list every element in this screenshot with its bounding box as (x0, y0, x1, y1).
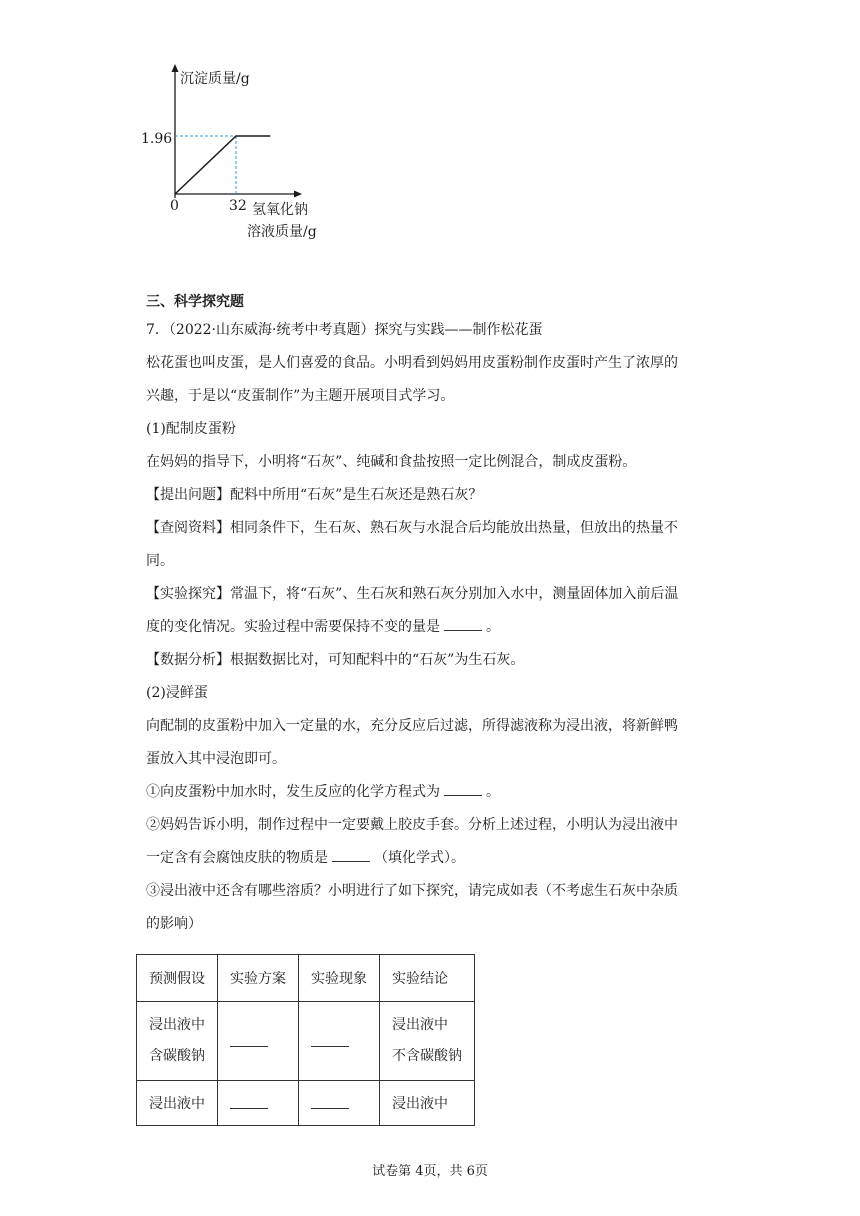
analysis-line (146, 644, 720, 677)
ask-question (146, 479, 720, 512)
table-header-cell: 实验方案 (218, 955, 299, 1002)
ask-label: 【提出问题】 (146, 487, 230, 503)
table-header-cell: 实验现象 (299, 955, 380, 1002)
origin-label: 0 (170, 198, 179, 214)
table-header-cell: 预测假设 (137, 955, 218, 1002)
table-header-cell: 实验结论 (380, 955, 475, 1002)
sub1-text-b: 。 (486, 784, 500, 800)
experiment-text-1: 常温下，将“石灰”、生石灰和熟石灰分别加入水中，测量固体加入前后温 (230, 586, 679, 602)
y-axis-arrow (172, 64, 179, 72)
sub-question-2-line-2 (146, 842, 720, 875)
section-title: 三、科学探究题 (146, 294, 244, 310)
lookup-info-line-1 (146, 512, 720, 545)
x-axis-arrow (294, 191, 302, 198)
analysis-label: 【数据分析】 (146, 652, 230, 668)
conclusion-cell: 浸出液中 (380, 1081, 475, 1126)
experiment-text-2b: 。 (486, 619, 500, 635)
conclusion-line-2: 不含碳酸钠 (392, 1048, 462, 1064)
part1-title: (1)配制皮蛋粉 (146, 421, 236, 437)
ask-text: 配料中所用“石灰”是生石灰还是熟石灰？ (230, 487, 483, 503)
answer-blank[interactable] (444, 781, 482, 796)
experiment-label: 【实验探究】 (146, 586, 230, 602)
precipitate-mass-line (175, 136, 270, 194)
phenomenon-cell (299, 1002, 380, 1081)
table-header-row (137, 955, 475, 1002)
question-header (146, 314, 720, 347)
sub-question-3-line-2: 的影响） (146, 916, 202, 932)
question-source: （2022·山东威海·统考中考真题） (168, 322, 375, 338)
answer-blank[interactable] (311, 1094, 349, 1109)
hypothesis-cell: 浸出液中 (137, 1081, 218, 1126)
table-row (137, 1081, 475, 1126)
sub2-text-a: 一定含有会腐蚀皮肤的物质是 (146, 850, 328, 866)
answer-blank[interactable] (311, 1032, 349, 1047)
sub1-text-a: ①向皮蛋粉中加水时，发生反应的化学方程式为 (146, 784, 440, 800)
lookup-text-1: 相同条件下，生石灰、熟石灰与水混合后均能放出热量，但放出的热量不 (230, 520, 678, 536)
table-row (137, 1002, 475, 1081)
answer-blank[interactable] (230, 1094, 268, 1109)
lookup-label: 【查阅资料】 (146, 520, 230, 536)
part2-line-2: 蛋放入其中浸泡即可。 (146, 751, 286, 767)
page-footer: 试卷第 4页，共 6页 (372, 1164, 488, 1179)
analysis-text: 根据数据比对，可知配料中的“石灰”为生石灰。 (230, 652, 525, 668)
intro-line-2: 兴趣，于是以“皮蛋制作”为主题开展项目式学习。 (146, 388, 455, 404)
phenomenon-cell (299, 1081, 380, 1126)
experiment-text-2a: 度的变化情况。实验过程中需要保持不变的量是 (146, 619, 440, 635)
lookup-info-line-2: 同。 (146, 553, 174, 569)
experiment-table (136, 954, 475, 1126)
x-axis-label-line2: 溶液质量/g (247, 224, 317, 240)
question-content (146, 291, 720, 941)
sub-question-3-line-1: ③浸出液中还含有哪些溶质？小明进行了如下探究，请完成如表（不考虑生石灰中杂质 (146, 883, 678, 899)
part1-line-1: 在妈妈的指导下，小明将“石灰”、纯碱和食盐按照一定比例混合，制成皮蛋粉。 (146, 454, 637, 470)
conclusion-cell (380, 1002, 475, 1081)
conclusion-line-1: 浸出液中 (392, 1017, 448, 1033)
hypothesis-line-1: 浸出液中 (149, 1017, 205, 1033)
answer-blank[interactable] (332, 847, 370, 862)
sub-question-2-line-1: ②妈妈告诉小明，制作过程中一定要戴上胶皮手套。分析上述过程，小明认为浸出液中 (146, 817, 678, 833)
plan-cell (218, 1002, 299, 1081)
experiment-line-2 (146, 611, 720, 644)
sub2-text-b: （填化学式）。 (374, 850, 465, 866)
part2-line-1: 向配制的皮蛋粉中加入一定量的水，充分反应后过滤，所得滤液称为浸出液，将新鲜鸭 (146, 718, 678, 734)
y-axis-label: 沉淀质量/g (180, 71, 250, 87)
x-axis-label-line1: 氢氧化钠 (252, 202, 308, 218)
intro-line-1: 松花蛋也叫皮蛋，是人们喜爱的食品。小明看到妈妈用皮蛋粉制作皮蛋时产生了浓厚的 (146, 355, 678, 371)
sub-question-1 (146, 776, 720, 809)
answer-blank[interactable] (230, 1032, 268, 1047)
question-topic: 探究与实践——制作松花蛋 (374, 322, 543, 338)
y-marker-label: 1.96 (141, 131, 173, 147)
question-number: 7． (146, 322, 169, 338)
hypothesis-line-2: 含碳酸钠 (149, 1048, 205, 1064)
hypothesis-cell (137, 1002, 218, 1081)
experiment-line-1 (146, 578, 720, 611)
x-marker-label: 32 (229, 198, 247, 214)
answer-blank[interactable] (444, 616, 482, 631)
precipitate-graph (138, 58, 358, 248)
part2-title: (2)浸鲜蛋 (146, 685, 208, 701)
graph-svg (138, 58, 358, 248)
plan-cell (218, 1081, 299, 1126)
